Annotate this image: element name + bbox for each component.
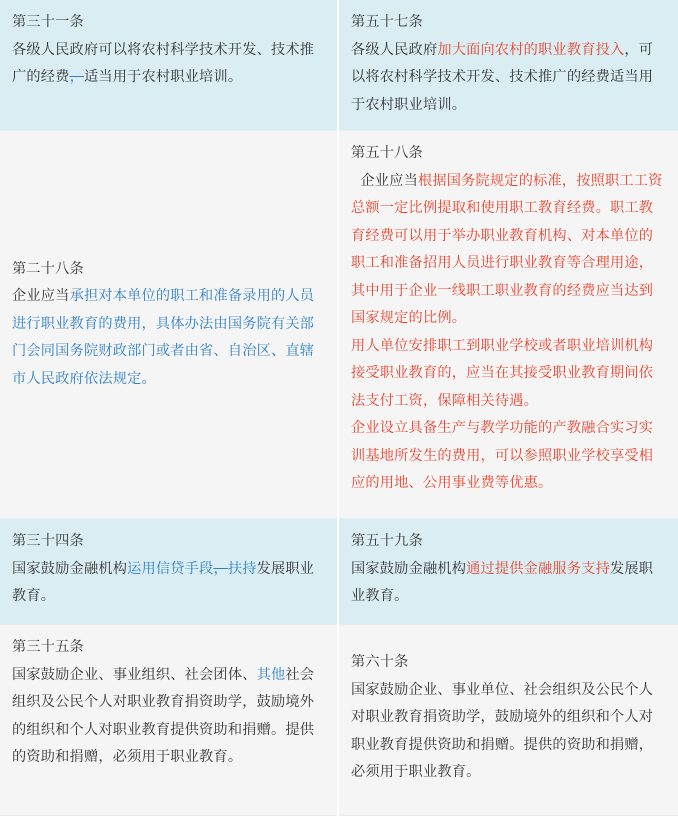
- article-heading: 第三十四条: [12, 533, 84, 549]
- article-heading: 第五十八条: [351, 145, 423, 161]
- cell-new-article-59: [339, 519, 678, 625]
- cell-new-article-58: [339, 131, 678, 519]
- changed-text: 承担对本单位的职工和准备录用的人员进行职业教育的费用，具体办法由国务院有关部门会同国务院财政部门或者由省、自治区、直辖市人民政府依法规定。: [12, 288, 315, 387]
- changed-text: 扶持: [227, 560, 257, 577]
- cell-old-article-35: [0, 625, 337, 816]
- article-heading: 第三十一条: [12, 14, 84, 30]
- article-paragraph: 企业应当根据国务院规定的标准，按照职工工资总额一定比例提取和使用职工教育经费。职工教育经费可以用于举办职业教育机构、对本单位的职工和准备招用人员进行职业教育等合理用途，其中用于企业一线职工职业教育的经费应当达到国家规定的比例。: [351, 172, 663, 326]
- article-text: 国家鼓励金融机构运用信贷手段，扶持发展职业教育。: [12, 560, 315, 604]
- article-paragraph: 用人单位安排职工到职业学校或者职业培训机构接受职业教育的，应当在其接受职业教育期间依法支付工资，保障相关待遇。: [351, 337, 654, 409]
- cell-new-article-60: [339, 625, 678, 816]
- deleted-text: ，: [69, 69, 84, 85]
- article-heading: 第二十八条: [12, 260, 84, 277]
- article-heading: 第五十七条: [351, 14, 423, 30]
- article-text: 企业应当承担对本单位的职工和准备录用的人员进行职业教育的费用，具体办法由国务院有关部门会同国务院财政部门或者由省、自治区、直辖市人民政府依法规定。: [12, 288, 315, 387]
- article-text: 各级人民政府加大面向农村的职业教育投入，可以将农村科学技术开发、技术推广的经费适当用于农村职业培训。: [351, 41, 654, 113]
- article-text: 国家鼓励企业、事业单位、社会组织及公民个人对职业教育捐资助学，鼓励境外的组织和个人对职业教育提供资助和捐赠。提供的资助和捐赠，必须用于职业教育。: [351, 681, 654, 780]
- added-text: 通过提供金融服务支持: [466, 560, 610, 577]
- deleted-text: ，: [213, 560, 228, 577]
- cell-old-article-34: [0, 519, 337, 625]
- added-text: 根据国务院规定的标准，按照职工工资总额一定比例提取和使用职工教育经费。职工教育经费可以用于举办职业教育机构、对本单位的职工和准备招用人员进行职业教育等合理用途，其中用于企业一线职工职业教育的经费应当达到国家规定的比例。: [351, 172, 663, 326]
- added-text: 加大面向农村的职业教育投入: [437, 41, 625, 58]
- article-heading: 第五十九条: [351, 533, 423, 549]
- article-text: 国家鼓励企业、事业组织、社会团体、其他社会组织及公民个人对职业教育捐资助学，鼓励境外的组织和个人对职业教育提供资助和捐赠。提供的资助和捐赠，必须用于职业教育。: [12, 666, 315, 765]
- article-text: 国家鼓励金融机构通过提供金融服务支持发展职业教育。: [351, 560, 654, 604]
- article-heading: 第三十五条: [12, 639, 84, 655]
- cell-new-article-57: [339, 0, 678, 131]
- article-text: 各级人民政府可以将农村科学技术开发、技术推广的经费，适当用于农村职业培训。: [12, 41, 315, 85]
- cell-old-article-31: [0, 0, 337, 131]
- article-paragraph: 企业设立具备生产与教学功能的产教融合实习实训基地所发生的费用，可以参照职业学校享受相应的用地、公用事业费等优惠。: [351, 420, 654, 491]
- cell-old-article-28: [0, 131, 337, 519]
- changed-text: 运用信贷手段: [127, 560, 214, 577]
- changed-text: 其他: [256, 666, 286, 683]
- article-heading: 第六十条: [351, 654, 409, 670]
